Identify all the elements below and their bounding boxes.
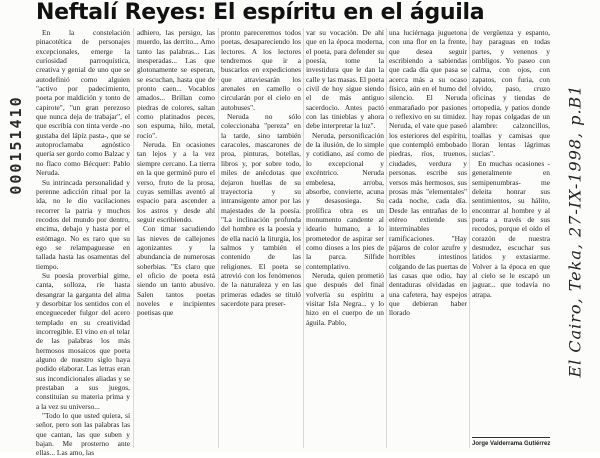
paragraph: "Todo lo que usted quiera, sí señor, pero son las palabras las que cantan, las que suben y bajan. Me prosterno ante ellas... Las amo, las bbox=[36, 411, 130, 458]
article-byline: Jorge Valderrama Gutiérrez bbox=[472, 441, 551, 447]
article-column-1 bbox=[36, 28, 130, 458]
byline-rule bbox=[472, 437, 550, 438]
article-headline: Neftalí Reyes: El espíritu en el águila bbox=[36, 0, 485, 25]
article-column-2 bbox=[137, 28, 215, 448]
archive-stamp bbox=[3, 60, 29, 230]
paragraph: adhiero, las persigo, las muerdo, las derrito... Amo tanto las palabras... Las inesperadas... Las que glotonamente se esperan, se escuchan, hasta que de pronto caen... Vocablos amados... Brillan como piedras de colores, saltan como platinados peces, son espuma, hilo, metal, rocío". bbox=[137, 28, 215, 140]
column-divider bbox=[469, 28, 470, 448]
article-column-4 bbox=[306, 28, 384, 448]
paragraph: Neruda no sólo coleccionaba "pereza" en la tarde, sino también caracoles, mascarones de proa, pinturas, botellas, libros y, por sobre todo, miles de anécdotas que dejaron huellas de su trayectoria y su intransigente amor por las majestades de la poesía. "La inclinación profunda del hombre es la poesía y de ella nació la liturgia, los salmos y también el contenido de las religiones. El poeta se atrevió con los fenómenos de la naturaleza y en las primeras edades se tituló sacerdote para preser- bbox=[221, 112, 301, 308]
paragraph: En muchas ocasiones -generalmente en semipenumbras- me deleita honrar sus sentimientos, su hálito, encontrar al hombre y al poeta a través de sus recodos, porque el oído el corazón de nuestra desnudez, escuchar sus latidos y extasiarme. Volver a la época en que al cielo se le escapó un jaguar... que todavía no atrapa. bbox=[472, 158, 550, 299]
paragraph: pronto pareceremos todos poetas, desapareciendo los lectores. A los lectores tendremos que ir a buscarlos en expediciones que atraviesarán los arenales en camello o circularán por el cielo en autobuses". bbox=[221, 28, 301, 112]
column-divider bbox=[218, 28, 219, 448]
handwritten-source-note-text: El Cairo, Teka, 27-IX-1998, p.B1 bbox=[565, 84, 585, 378]
paragraph: una luciérnaga juguetona con una flor en la frente, que desea seguir escribiendo a sabiendas que cada día que pasa se acerca más a su ocaso físico, aún en el humo del silencio. El Neruda enmarañado por pasiones o reflexivo en su timidez. Neruda, el vate que paseó los esteriores del espíritu, que contempló embobado piedras, ríos, truenos, ciudades, verdura y personas. escribe sus versos más hermosos, sus prosas más "elementales" cada noche, cada día. Desde las entrañas de lo etéreo extiende sus interminables ramificaciones. "Hay pájaros de color azufre y horribles intestinos colgando de las puertas de las casas que odio, hay dentaduras olvidadas en una cafetera, hay espejos que debieran haber llorado bbox=[389, 28, 467, 318]
paragraph: Neruda. En ocasiones tan lejos y a la vez siempre cercano. La tierra en la que germinó puro el verso, fruto de la prosa, cuyas semillas aventó al espacio para ascender a los astros y desde ahí seguir escribiendo. bbox=[137, 140, 215, 224]
archive-stamp-number: 000151410 bbox=[7, 95, 25, 195]
paragraph: Neruda, quien prometió que después del final volvería su espíritu a visitar Isla Negra... y lo hizo en el cuerpo de un águila. Pablo, bbox=[306, 270, 384, 327]
paragraph: Su poesía proverbial gime, canta, solloza, ríe hasta desangrar la garganta del alma y desorbitar los sentidos con el encegueceder fulgor del acero templado en su creatividad incorregible. El vino en el telar de las palabras los más hermosos mosaicos que poeta alguno de nuestro siglo haya podido elaborar. Las letras eran sus incondicionales aliadas y se prestaban a sus juegos, constituían su materia prima y a la vez su universo... bbox=[36, 270, 130, 411]
column-divider bbox=[133, 28, 134, 448]
article-column-3 bbox=[221, 28, 301, 448]
article-column-5 bbox=[389, 28, 467, 448]
paragraph: En la constelación pinacotética de personajes excepcionales, emerge la curiosidad parroquística, creativa y genial de uno que se autodefinió como alguien "activo por padecimiento, poeta por maldición y tonto de capirote", "un gran perezoso que nunca deja de trabajar", el que escribía con tinta verde -no gustaba del lápiz pasta-, que se autoproclamaba agnóstico quería ser gordo como Balzac y no flaco como Bécquer: Pablo Neruda. bbox=[36, 28, 130, 178]
column-divider bbox=[303, 28, 304, 448]
paragraph: Con timar sacudiendo las nieves de callejones agonizantes y la abundancia de numerosas soberbias. "Es claro que el oficio de poeta está siendo un tanto abusivo. Salen tantos poetas noveles e incipientes poetisas que bbox=[137, 224, 215, 318]
column-divider bbox=[386, 28, 387, 448]
paragraph: de vergüenza y espanto, hay paraguas en todas partes, y venenos y ombligos. Yo paseo con calma, con ojos, con zapatos, con furia, con olvido, paso, cruzo oficinas y tiendas de ortopedia, y patios donde hay ropas colgadas de un alambre: calzoncillos, toallas y camisas que lloran lentas lágrimas sucias". bbox=[472, 28, 550, 159]
handwritten-source-note bbox=[552, 16, 598, 446]
paragraph: Neruda, personificación de la ilusión, de lo simple y cotidiano, así como de lo excepcional y excéntrico. Neruda embelesa, arroba, absorbe, convierte, acuna y desasosiega. Su prolífica obra es un monumento candente al ideario humano, a lo prometedor de aspirar ser como dioses a los pies de la parca. Silfide contemplativo. bbox=[306, 130, 384, 271]
article-column-6 bbox=[472, 28, 550, 436]
paragraph: Su intrincada personalidad y perenne adicción ritual por la ida, no le dio vacilaciones recorrer la patria y muchos recodos del mundo por dentro, encima, debajo y hasta por el estómago. No es raro que su ego se relampaguease en tallada hasta las osamentas del tiempo. bbox=[36, 177, 130, 271]
paragraph: var su vocación. De ahí que en la época moderna, el poeta, para defender su poesía, tome la investidura que le dan la calle y las masas. El poeta civil de hoy sigue siendo el de más antiguo sacerdocio. Antes pactó con las tinieblas y ahora debe interpretar la luz". bbox=[306, 28, 384, 131]
